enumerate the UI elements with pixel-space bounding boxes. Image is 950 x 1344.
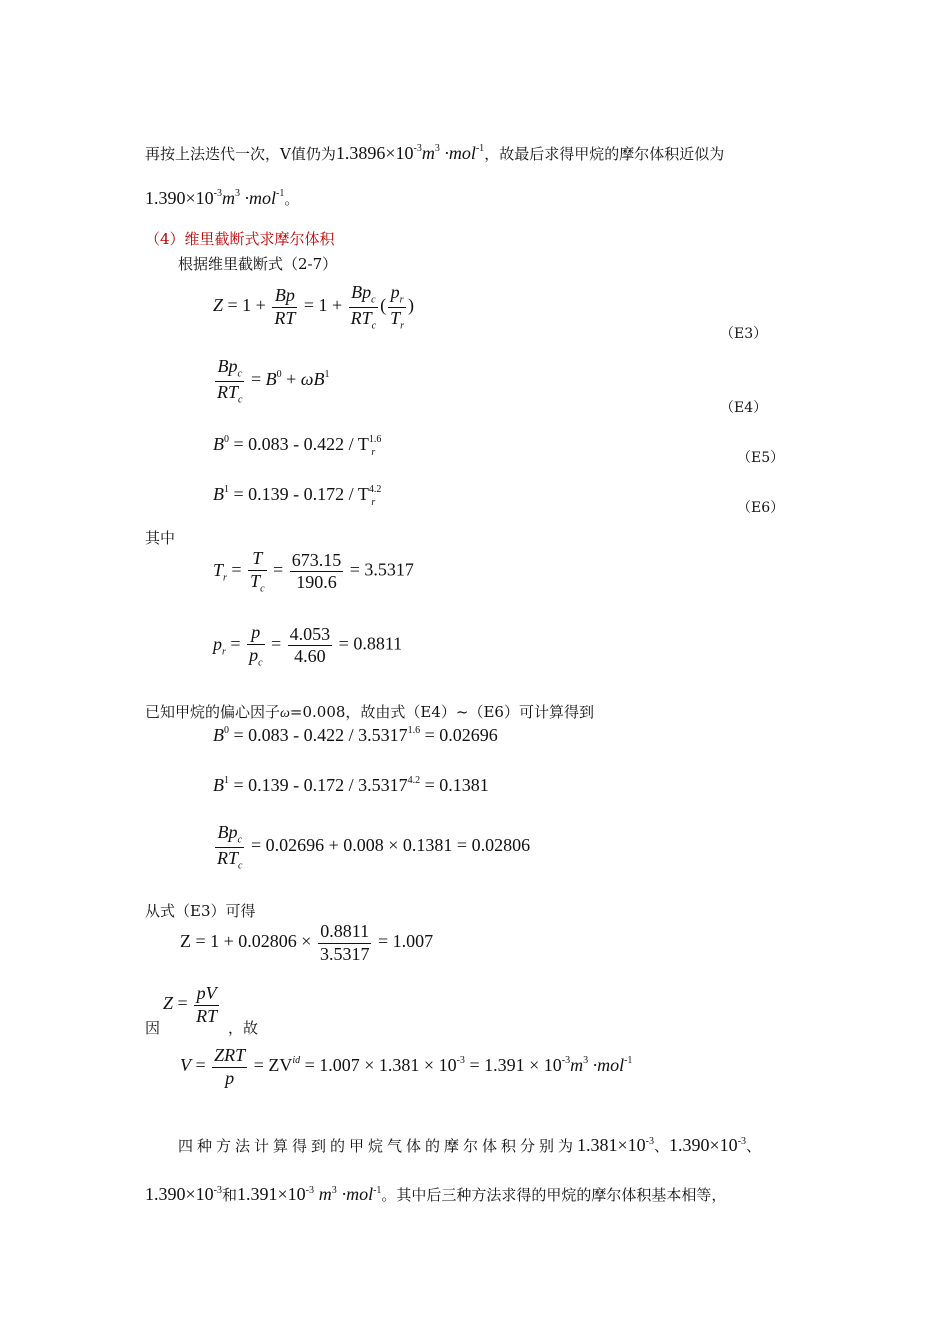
final-v-value: $1.390\times 10^{-3}m^3 \cdot mol^{-1}$	[145, 188, 285, 208]
equation-e5: $B^0 = 0.083 - 0.422 / T^{1.6}_r$	[213, 434, 382, 458]
from-e3-label: 从式（E3）可得	[145, 902, 256, 920]
section-title: （4）维里截断式求摩尔体积	[145, 230, 335, 248]
tr-equation: $T_r$ = $\frac{T}{T_c}$ = $\frac{673.15}{190.6}$ = 3.5317	[213, 548, 414, 595]
conclusion-line-1: 四种方法计算得到的甲烷气体的摩尔体积分别为$1.381\times 10^{-3}$、$1.390\times 10^{-3}$、	[178, 1135, 762, 1155]
v-value: $1.3896\times 10^{-3}m^3 \cdot mol^{-1}$	[335, 143, 485, 163]
pr-equation: $p_r$ = $\frac{p}{p_c}$ = $\frac{4.053}{4.60}$ = 0.8811	[213, 622, 403, 669]
equation-e3: Z = 1 + $\frac{Bp}{RT}$ = 1 + $\frac{Bp_c}{RT_c}$ ( $\frac{p_r}{T_r}$ )	[213, 282, 415, 332]
equation-e6: $B^1 = 0.139 - 0.172 / T^{4.2}_r$	[213, 484, 382, 508]
v-calculation: V = $\frac{\text{ZRT}}{p}$ = $ZV^{id} = 1.007 \times 1.381 \times 10^{-3} = 1.391 \times 10^{-3}m^3 \cdot mol^{-1}$	[180, 1045, 633, 1088]
intro-text-after: ，故最后求得甲烷的摩尔体积近似为	[484, 145, 725, 163]
because-prefix: 因	[145, 1019, 161, 1037]
e5-label: （E5）	[737, 450, 785, 466]
intro-text-before: 再按上法迭代一次，V值仍为	[145, 145, 336, 163]
where-label: 其中	[145, 529, 176, 547]
e4-label: （E4）	[720, 400, 768, 416]
z-calculation: Z = 1 + 0.02806 × $\frac{0.8811}{3.5317}$ = 1.007	[180, 921, 434, 964]
intro-line-1	[145, 143, 724, 164]
intro-line-2: $1.390\times 10^{-3}m^3 \cdot mol^{-1}$。	[145, 188, 300, 208]
bpc-calculation: $\frac{Bp_c}{RT_c}$ = 0.02696 + 0.008 × 0.1381 = 0.02806	[217, 822, 531, 872]
because-suffix: ，故	[228, 1019, 259, 1037]
equation-e4: $\frac{Bp_c}{RT_c}$ = $B^0 + \omega B^1$	[217, 356, 330, 406]
conclusion-line-2: $1.390\times 10^{-3}$和$1.391\times 10^{-3}$ $m^3 \cdot mol^{-1}$。其中后三种方法求得的甲烷的摩尔体积基本相等，	[145, 1184, 727, 1204]
b1-calculation: $B^1 = 0.139 - 0.172 / 3.5317^{4.2} = 0.1381$	[213, 775, 489, 795]
acentric-line: 已知甲烷的偏心因子ω=0.008，故由式（E4）~（E6）可计算得到	[145, 703, 594, 721]
z-definition: Z = $\frac{pV}{RT}$	[163, 983, 218, 1026]
e3-label: （E3）	[720, 326, 768, 342]
b0-calculation: $B^0 = 0.083 - 0.422 / 3.5317^{1.6} = 0.02696$	[213, 725, 498, 745]
section-subtitle: 根据维里截断式（2-7）	[178, 255, 338, 273]
e6-label: （E6）	[737, 500, 785, 516]
